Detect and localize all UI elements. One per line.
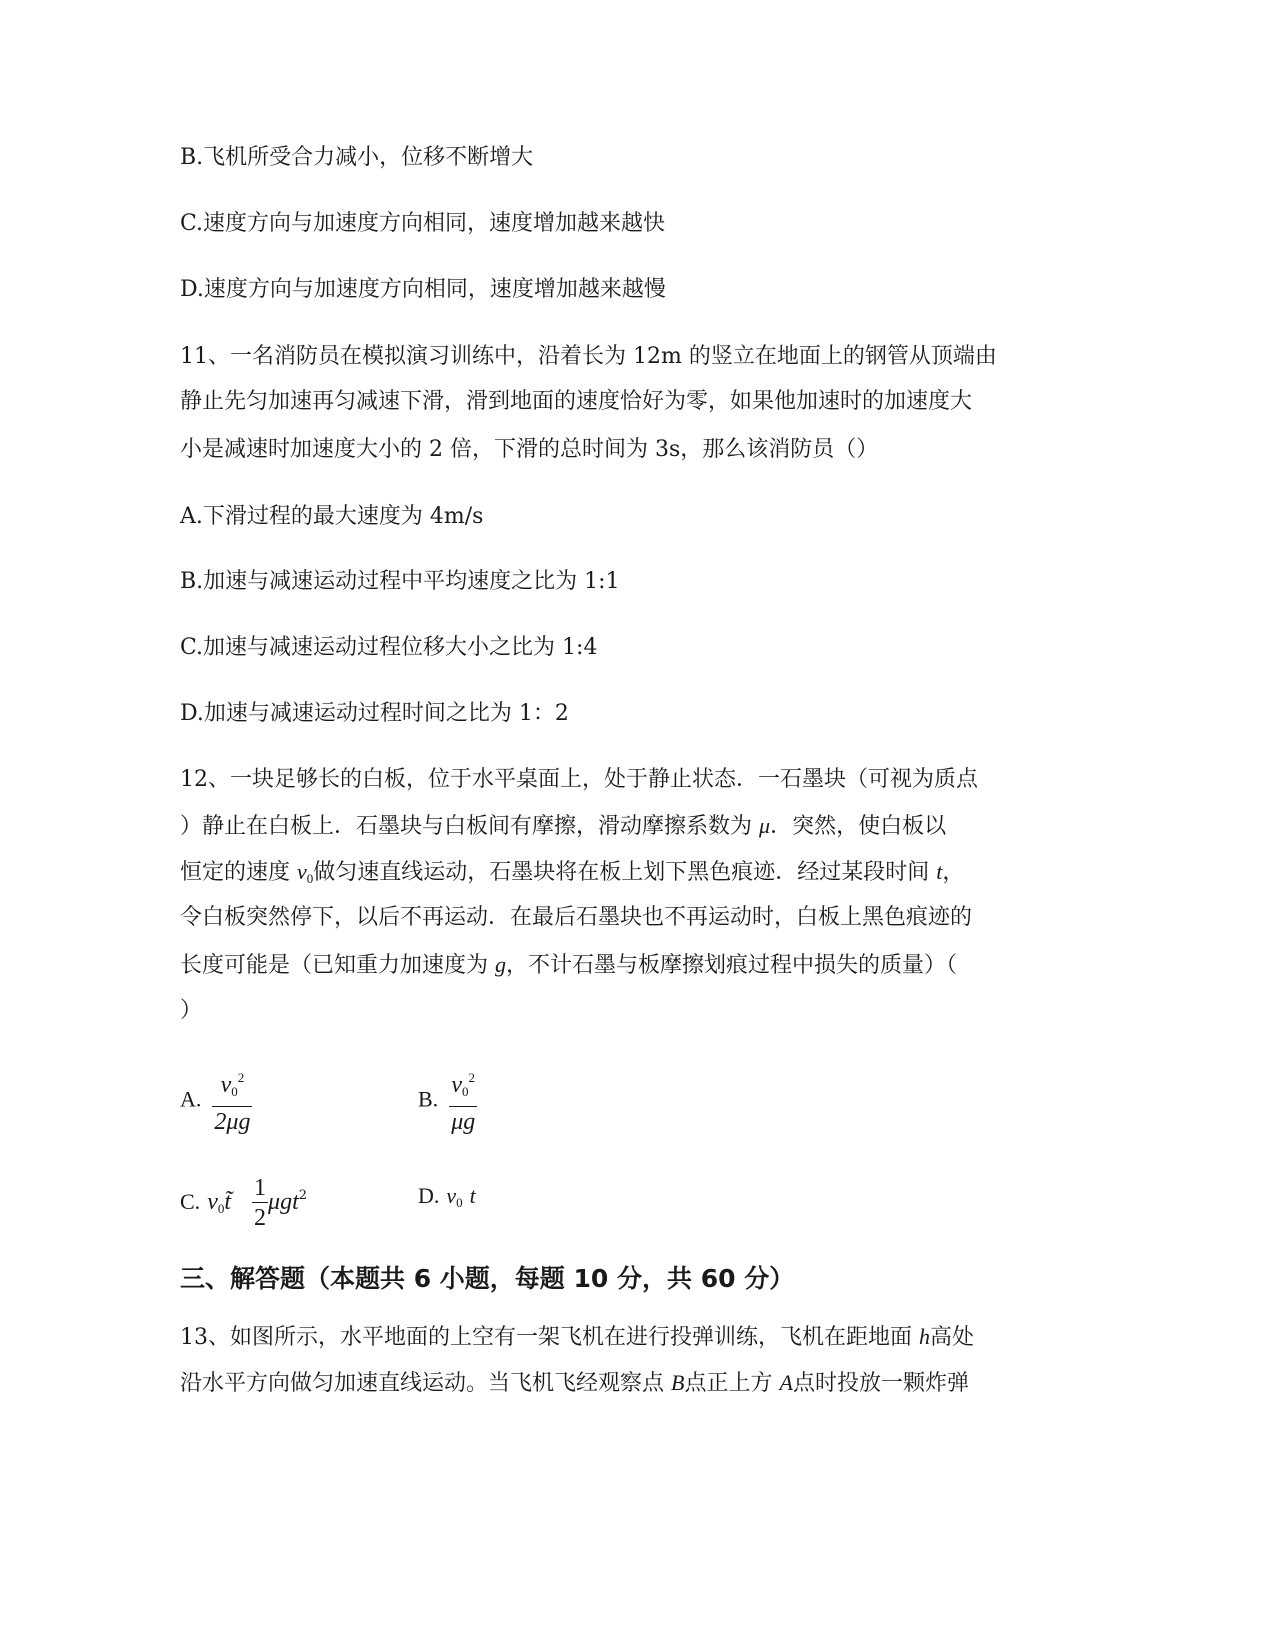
fraction-numerator bbox=[449, 1064, 477, 1106]
b-point-symbol: B bbox=[671, 1370, 685, 1395]
q10-option-b: B.飞机所受合力减小，位移不断增大 bbox=[180, 145, 534, 170]
fraction-numerator bbox=[212, 1064, 252, 1106]
v-exponent: 2 bbox=[468, 1070, 476, 1085]
v-letter: v bbox=[297, 859, 307, 884]
q11-option-b: B.加速与减速运动过程中平均速度之比为 1:1 bbox=[180, 569, 620, 594]
q12-option-a bbox=[180, 1064, 252, 1137]
q11-option-d: D.加速与减速运动过程时间之比为 1：2 bbox=[180, 701, 569, 726]
q12-stem-line-4: 令白板突然停下，以后不再运动．在最后石墨块也不再运动时，白板上黑色痕迹的 bbox=[180, 905, 973, 930]
q13-line1-post: 高处 bbox=[930, 1325, 975, 1350]
q12-line3-post: ， bbox=[942, 860, 965, 885]
v0-symbol bbox=[446, 1183, 462, 1208]
q11-stem-line-2: 静止先匀加速再匀减速下滑，滑到地面的速度恰好为零，如果他加速时的加速度大 bbox=[180, 389, 973, 414]
v-subscript: 0 bbox=[306, 871, 314, 886]
half-fraction bbox=[252, 1174, 268, 1233]
q10-option-c: C.速度方向与加速度方向相同，速度增加越来越快 bbox=[180, 211, 666, 236]
v-letter: v bbox=[207, 1189, 218, 1215]
q13-stem-line-2 bbox=[180, 1368, 969, 1399]
v-subscript: 0 bbox=[462, 1084, 469, 1099]
v-subscript: 0 bbox=[456, 1195, 463, 1210]
v0-symbol bbox=[297, 859, 313, 884]
q10-option-d: D.速度方向与加速度方向相同，速度增加越来越慢 bbox=[180, 277, 666, 302]
q12-stem-line-1: 12、一块足够长的白板，位于水平桌面上，处于静止状态．一石墨块（可视为质点 bbox=[180, 767, 978, 792]
mu-symbol: μ bbox=[759, 813, 771, 838]
q12-option-b bbox=[418, 1064, 477, 1137]
q12-stem-line-6: ） bbox=[180, 998, 203, 1023]
q11-stem-line-1: 11、一名消防员在模拟演习训练中，沿着长为 12m 的竖立在地面上的钢管从顶端由 bbox=[180, 344, 997, 369]
q12-stem-line-5 bbox=[180, 950, 957, 981]
option-a-fraction bbox=[212, 1064, 252, 1137]
h-symbol: h bbox=[919, 1324, 930, 1349]
option-c-label: C. bbox=[180, 1189, 201, 1214]
fraction-numerator: 1 bbox=[254, 1174, 267, 1201]
v-letter: v bbox=[220, 1072, 232, 1098]
q12-stem-line-2 bbox=[180, 811, 946, 842]
v-letter: v bbox=[446, 1183, 457, 1208]
q13-line1-pre: 13、如图所示，水平地面的上空有一架飞机在进行投弹训练，飞机在距地面 bbox=[180, 1325, 912, 1350]
a-point-symbol: A bbox=[779, 1370, 793, 1395]
q13-line2-pre: 沿水平方向做匀加速直线运动。当飞机飞经观察点 bbox=[180, 1371, 665, 1396]
v-subscript: 0 bbox=[231, 1084, 238, 1099]
q13-stem-line-1 bbox=[180, 1322, 974, 1353]
mu-g-t-term: μgt bbox=[268, 1189, 299, 1215]
q13-line2-mid: 点正上方 bbox=[684, 1371, 773, 1396]
option-a-label: A. bbox=[180, 1086, 202, 1112]
option-b-label: B. bbox=[418, 1086, 439, 1112]
q12-line5-post: ，不计石墨与板摩擦划痕过程中损失的质量）（ bbox=[506, 953, 958, 978]
q11-option-a: A.下滑过程的最大速度为 4m/s bbox=[180, 504, 484, 529]
option-d-label: D. bbox=[418, 1183, 440, 1208]
q12-line5-pre: 长度可能是（已知重力加速度为 bbox=[180, 953, 489, 978]
q11-stem-line-3: 小是减速时加速度大小的 2 倍，下滑的总时间为 3s，那么该消防员（） bbox=[180, 437, 879, 462]
q12-line3-mid: 做匀速直线运动，石墨块将在板上划下黑色痕迹．经过某段时间 bbox=[313, 860, 930, 885]
q12-line2-post: ．突然，使白板以 bbox=[770, 814, 947, 839]
v-subscript: 0 bbox=[217, 1201, 225, 1216]
q11-option-c: C.加速与减速运动过程位移大小之比为 1:4 bbox=[180, 635, 598, 660]
g-symbol: g bbox=[495, 952, 507, 977]
t-tilde-symbol: t̃ bbox=[224, 1189, 232, 1215]
q12-option-d bbox=[418, 1166, 476, 1233]
fraction-denominator: 2μg bbox=[212, 1106, 252, 1137]
q12-stem-line-3 bbox=[180, 857, 964, 894]
fraction-denominator: μg bbox=[449, 1106, 477, 1137]
v-exponent: 2 bbox=[237, 1070, 245, 1085]
q12-option-c bbox=[180, 1166, 307, 1239]
fraction-denominator: 2 bbox=[252, 1202, 268, 1233]
v0-symbol bbox=[207, 1189, 224, 1215]
q13-line2-post: 点时投放一颗炸弹 bbox=[792, 1371, 969, 1396]
q12-line2-pre: ）静止在白板上．石墨块与白板间有摩擦，滑动摩擦系数为 bbox=[180, 814, 753, 839]
v-letter: v bbox=[451, 1072, 463, 1098]
t-exponent: 2 bbox=[298, 1188, 308, 1203]
option-b-fraction bbox=[449, 1064, 477, 1137]
section-heading: 三、解答题（本题共 6 小题，每题 10 分，共 60 分） bbox=[180, 1264, 795, 1293]
t-symbol: t bbox=[469, 1183, 476, 1208]
t-symbol: t bbox=[936, 859, 943, 884]
q12-line3-pre: 恒定的速度 bbox=[180, 860, 291, 885]
